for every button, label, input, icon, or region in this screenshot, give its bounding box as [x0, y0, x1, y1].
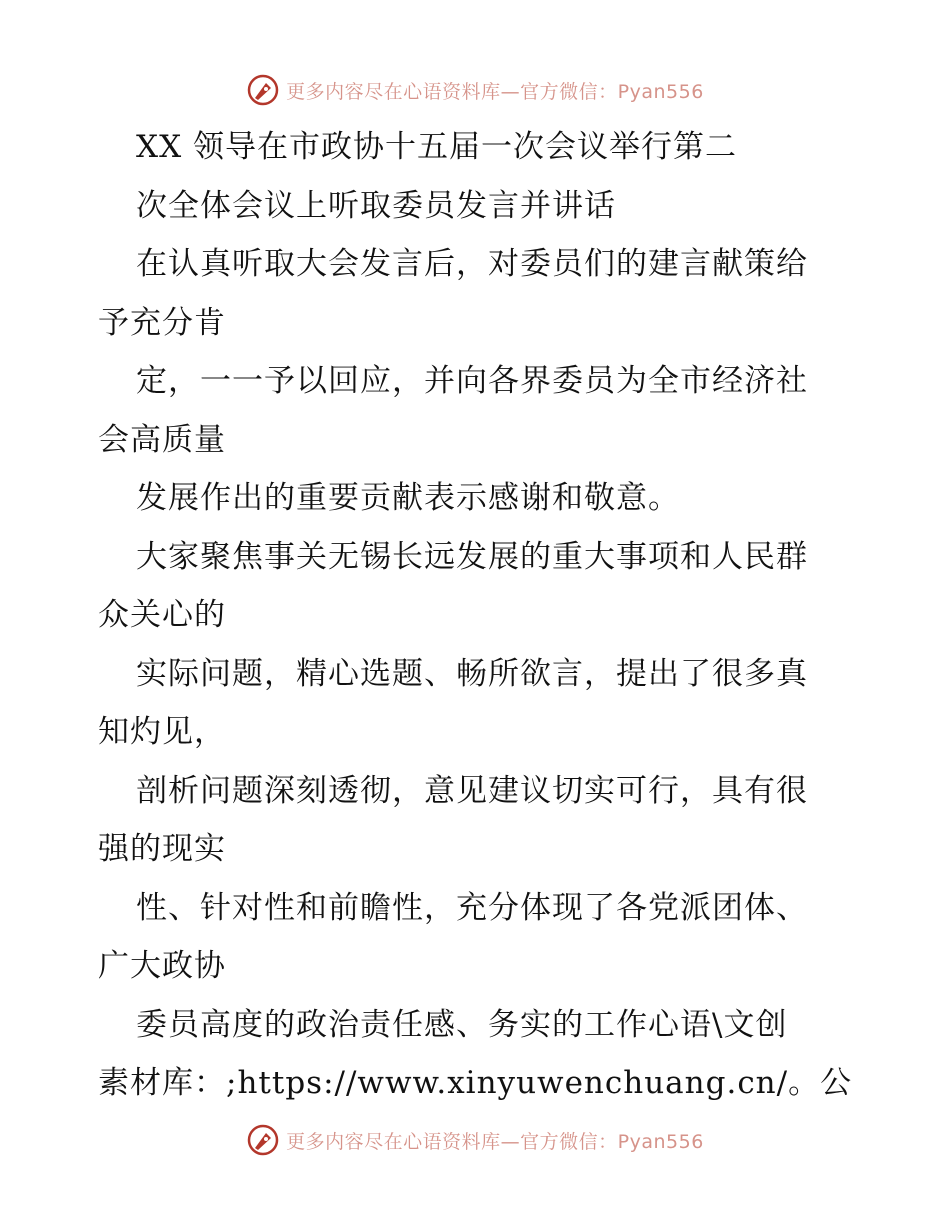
paragraph-line: 广大政协	[98, 948, 226, 984]
paragraph-line: 实际问题，精心选题、畅所欲言，提出了很多真	[136, 655, 808, 692]
pen-nib-logo-icon	[246, 73, 280, 107]
paragraph-line: 大家聚焦事关无锡长远发展的重大事项和人民群	[136, 538, 808, 575]
document-body	[98, 118, 858, 1113]
paragraph-line: 予充分肯	[98, 304, 226, 341]
footer-watermark-text: 更多内容尽在心语资料库—官方微信：Pyan556	[286, 1130, 704, 1153]
pen-nib-logo-icon	[246, 1123, 280, 1157]
title-line-1: XX 领导在市政协十五届一次会议举行第二	[136, 129, 737, 165]
paragraph-line: 强的现实	[98, 831, 226, 867]
paragraph-line: 会高质量	[98, 421, 226, 458]
header-watermark-banner	[0, 70, 950, 110]
title-line-2: 次全体会议上听取委员发言并讲话	[136, 187, 616, 224]
header-watermark-text: 更多内容尽在心语资料库—官方微信：Pyan556	[286, 80, 704, 103]
paragraph-line: 素材库：;https://www.xinyuwenchuang.cn/。公	[98, 1065, 853, 1101]
paragraph-line: 定，一一予以回应，并向各界委员为全市经济社	[136, 363, 808, 399]
paragraph-line: 发展作出的重要贡献表示感谢和敬意。	[136, 480, 680, 516]
paragraph-line: 委员高度的政治责任感、务实的工作心语\文创	[136, 1006, 788, 1043]
footer-watermark-banner	[0, 1120, 950, 1160]
paragraph-line: 在认真听取大会发言后，对委员们的建言献策给	[136, 246, 808, 282]
paragraph-line: 知灼见，	[98, 714, 226, 750]
paragraph-line: 剖析问题深刻透彻，意见建议切实可行，具有很	[136, 772, 808, 809]
paragraph-line: 众关心的	[98, 597, 226, 633]
paragraph-line: 性、针对性和前瞻性，充分体现了各党派团体、	[136, 889, 808, 926]
